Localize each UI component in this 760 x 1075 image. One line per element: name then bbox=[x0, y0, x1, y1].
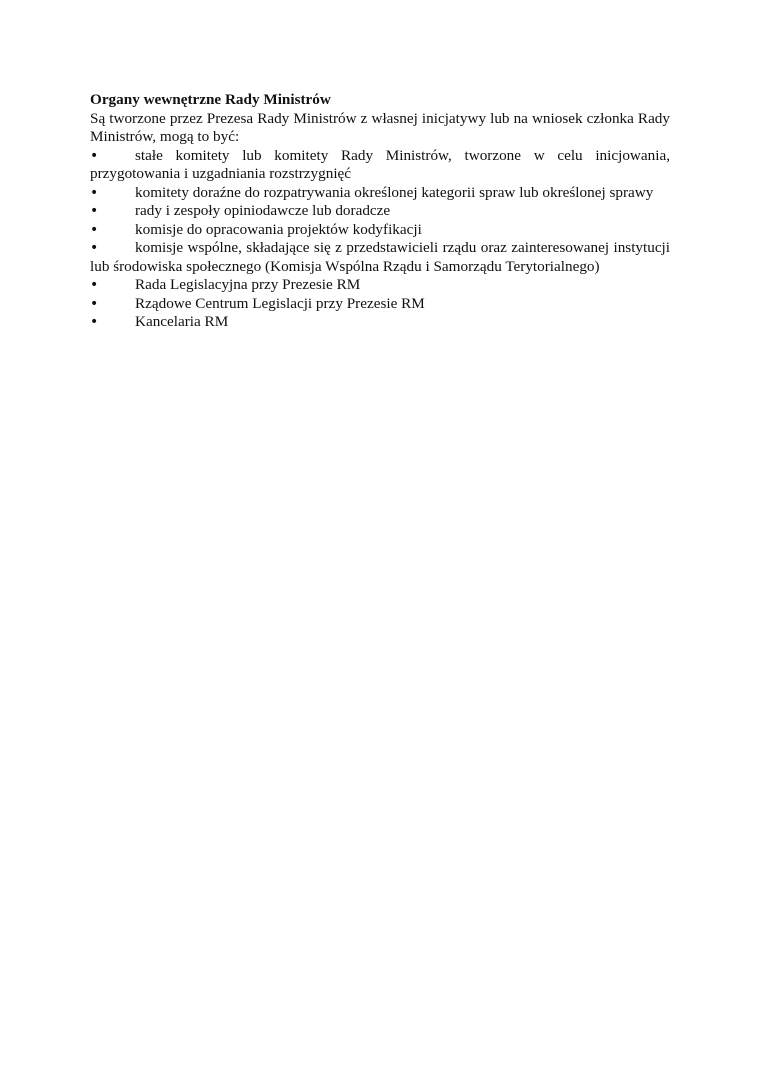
list-item bbox=[90, 276, 670, 295]
bullet-list bbox=[90, 147, 670, 332]
bullet-icon: • bbox=[90, 295, 99, 312]
list-item bbox=[90, 295, 670, 314]
list-item-text: stałe komitety lub komitety Rady Ministrów, tworzone w celu inicjowania, przygotowania i uzgadniania rozstrzygnięć bbox=[90, 146, 670, 182]
list-item-text: komitety doraźne do rozpatrywania określonej kategorii spraw lub określonej sprawy bbox=[135, 183, 654, 201]
list-item-text: komisje wspólne, składające się z przedstawicieli rządu oraz zainteresowanej instytucji lub środowiska społecznego (Komisja Wspólna Rządu i Samorządu Terytorialnego) bbox=[90, 239, 670, 275]
bullet-icon: • bbox=[90, 314, 99, 330]
list-item bbox=[90, 147, 670, 184]
list-item-text: komisje do opracowania projektów kodyfikacji bbox=[135, 220, 422, 238]
list-item bbox=[90, 184, 670, 203]
list-item bbox=[90, 202, 670, 221]
intro-paragraph: Są tworzone przez Prezesa Rady Ministrów z własnej inicjatywy lub na wniosek członka Rady Ministrów, mogą to być: bbox=[90, 109, 670, 145]
bullet-icon: • bbox=[90, 221, 99, 238]
bullet-icon: • bbox=[90, 240, 99, 256]
list-item bbox=[90, 313, 670, 332]
list-item-text: Kancelaria RM bbox=[135, 313, 229, 330]
list-item bbox=[90, 239, 670, 276]
bullet-icon: • bbox=[90, 203, 99, 219]
document-title: Organy wewnętrzne Rady Ministrów bbox=[90, 91, 331, 108]
list-item-text: Rządowe Centrum Legislacji przy Prezesie RM bbox=[135, 294, 425, 312]
list-item-text: rady i zespoły opiniodawcze lub doradcze bbox=[135, 202, 391, 219]
list-item-text: Rada Legislacyjna przy Prezesie RM bbox=[135, 276, 361, 293]
bullet-icon: • bbox=[90, 277, 99, 293]
list-item bbox=[90, 221, 670, 240]
bullet-icon: • bbox=[90, 147, 99, 164]
bullet-icon: • bbox=[90, 184, 99, 201]
document-body bbox=[90, 91, 670, 332]
